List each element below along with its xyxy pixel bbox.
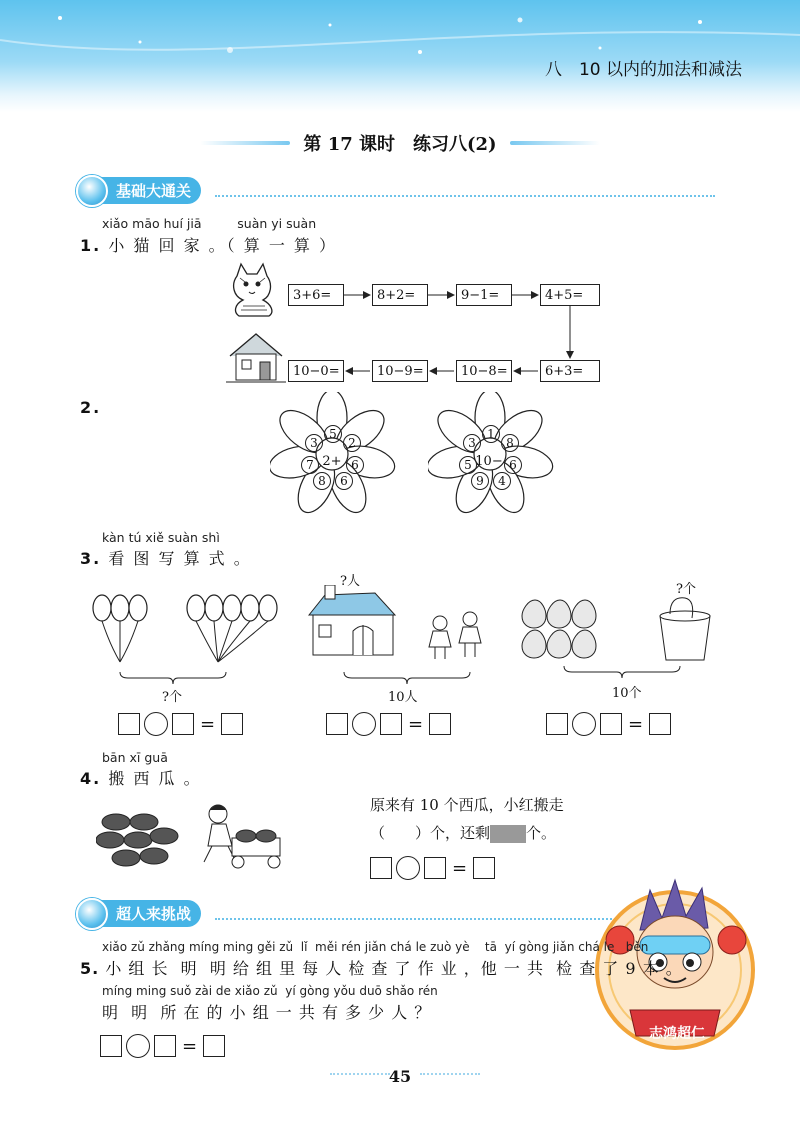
robot-icon: [76, 898, 108, 930]
q3-equation-2: [326, 712, 451, 736]
answer-box[interactable]: [172, 713, 194, 735]
flower-1-petal-4: 6: [335, 472, 353, 490]
chapter-title: 八 10 以内的加法和减法: [544, 60, 742, 80]
q5-text2: 明 明 所 在 的 小 组 一 共 有 多 少 人 ？: [102, 1003, 432, 1022]
chain-bottom-2: 10−9=: [372, 360, 428, 382]
answer-box[interactable]: [100, 1035, 122, 1057]
q3-text: 看 图 写 算 式 。: [108, 549, 252, 568]
house-icon: [226, 330, 286, 385]
flower-2-petal-7: 3: [463, 434, 481, 452]
bucket-top-label: ?个: [676, 582, 696, 597]
pears-total-label: 10个: [612, 686, 642, 701]
operator-circle[interactable]: [396, 856, 420, 880]
flower-2-petal-4: 4: [493, 472, 511, 490]
q4-equation: [370, 856, 495, 880]
section-dotline: [215, 195, 715, 197]
answer-box[interactable]: [326, 713, 348, 735]
q3-equation-1: [118, 712, 243, 736]
q4-line2-b: 个。: [526, 824, 557, 842]
equals-sign: =: [628, 713, 644, 735]
operator-circle[interactable]: [572, 712, 596, 736]
section-badge-basic: [80, 177, 201, 209]
answer-box[interactable]: [118, 713, 140, 735]
answer-box[interactable]: [546, 713, 568, 735]
chain-bottom-4: 6+3=: [540, 360, 600, 382]
section-dotline-2: [215, 918, 635, 920]
q3-pinyin: kàn tú xiě suàn shì: [102, 530, 220, 545]
flower-2-petal-6: 5: [459, 456, 477, 474]
flower-1-petal-7: 3: [305, 434, 323, 452]
equals-sign: =: [182, 1035, 198, 1057]
equals-sign: =: [452, 857, 468, 879]
q5-line1: [80, 956, 683, 979]
q4-line2: [370, 822, 556, 843]
flower-1-petal-1: 5: [324, 425, 342, 443]
operator-circle[interactable]: [144, 712, 168, 736]
operator-circle[interactable]: [352, 712, 376, 736]
balloons-total-label: ?个: [162, 690, 182, 705]
q1-line: [80, 233, 337, 256]
chain-arrows: [340, 280, 580, 390]
chain-bottom-3: 10−8=: [456, 360, 512, 382]
section-title-basic: 基础大通关: [80, 177, 201, 204]
balloons-brace: [118, 670, 228, 686]
flower-2-petal-1: 1: [482, 425, 500, 443]
answer-box[interactable]: [649, 713, 671, 735]
q4-line: [80, 766, 202, 789]
chain-top-1: 3+6=: [288, 284, 344, 306]
answer-box[interactable]: [424, 857, 446, 879]
section-title-challenge: 超人来挑战: [80, 900, 201, 927]
q5-number: 5.: [80, 959, 100, 978]
q4-number: 4.: [80, 769, 102, 788]
chain-top-3: 9−1=: [456, 284, 512, 306]
q3-equation-3: [546, 712, 671, 736]
house-top-label: ?人: [340, 574, 360, 589]
q5-pinyin-1: xiǎo zǔ zhǎng míng ming gěi zǔ lǐ měi rén jiǎn chá le zuò yè tā yí gòng jiǎn chá le běn: [102, 940, 649, 954]
flower-1-petal-5: 8: [313, 472, 331, 490]
q3-line: [80, 546, 252, 569]
flower-1-petal-3: 6: [346, 456, 364, 474]
answer-box[interactable]: [473, 857, 495, 879]
house-kids-illustration: [305, 585, 495, 665]
section-badge-challenge: [80, 900, 201, 932]
watermelon-illustration: [96, 802, 296, 872]
pears-brace: [562, 664, 682, 680]
operator-circle[interactable]: [126, 1034, 150, 1058]
mascot-caption: 志鸿超仁: [649, 1026, 705, 1042]
q1-pinyin: xiǎo māo huí jiā suàn yi suàn: [102, 216, 317, 231]
remaining-gray-box: [490, 825, 526, 843]
answer-box[interactable]: [600, 713, 622, 735]
equals-sign: =: [408, 713, 424, 735]
answer-box[interactable]: [380, 713, 402, 735]
cat-icon: [225, 262, 285, 317]
flower-2-petal-5: 9: [471, 472, 489, 490]
q1-text: 小 猫 回 家 。（ 算 一 算 ）: [108, 236, 338, 255]
chain-top-2: 8+2=: [372, 284, 428, 306]
people-brace: [342, 670, 472, 686]
page-number: 45: [388, 1067, 412, 1086]
answer-box[interactable]: [203, 1035, 225, 1057]
answer-box[interactable]: [429, 713, 451, 735]
flower-1-center: 2+: [322, 454, 342, 469]
flower-2-center: 10−: [475, 454, 503, 469]
q4-text: 搬 西 瓜 。: [108, 769, 202, 788]
flower-1-petal-6: 7: [301, 456, 319, 474]
q4-line2-a: （ ）个，还剩: [370, 824, 491, 842]
flower-2-petal-3: 6: [504, 456, 522, 474]
chain-bottom-1: 10−0=: [288, 360, 344, 382]
q2-number: 2.: [80, 398, 102, 417]
q4-pinyin: bān xī guā: [102, 750, 168, 765]
flower-2-petal-2: 8: [501, 434, 519, 452]
q5-text1: 小 组 长 明 明 给 组 里 每 人 检 查 了 作 业 ，他 一 共 检 查 了 9 本 。: [105, 959, 683, 978]
people-total-label: 10人: [388, 690, 418, 705]
answer-box[interactable]: [221, 713, 243, 735]
lesson-title: 第 17 课时 练习八(2): [303, 134, 497, 155]
globe-icon: [76, 175, 108, 207]
answer-box[interactable]: [154, 1035, 176, 1057]
q5-equation: [100, 1034, 225, 1058]
answer-box[interactable]: [370, 857, 392, 879]
balloons-illustration: [90, 590, 290, 680]
chain-top-4: 4+5=: [540, 284, 600, 306]
q3-number: 3.: [80, 549, 102, 568]
q4-line1: 原来有 10 个西瓜，小红搬走: [370, 796, 564, 814]
equals-sign: =: [200, 713, 216, 735]
q5-pinyin-2: míng ming suǒ zài de xiǎo zǔ yí gòng yǒu duō shǎo rén: [102, 984, 438, 998]
pears-bucket-illustration: [520, 596, 720, 666]
flower-1-petal-2: 2: [343, 434, 361, 452]
q1-number: 1.: [80, 236, 102, 255]
